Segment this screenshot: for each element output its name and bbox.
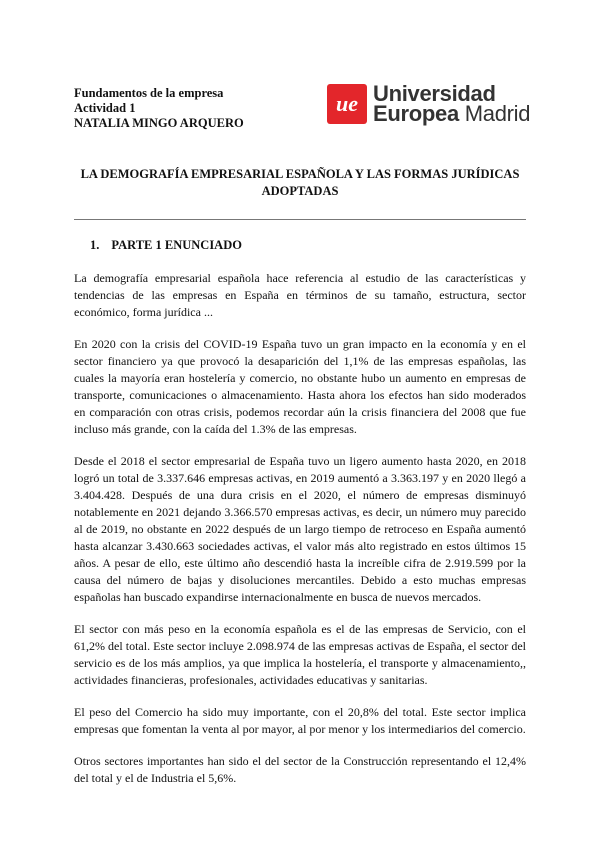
paragraph: En 2020 con la crisis del COVID-19 España tuvo un gran impacto en la economía y en el sector financiero ya que provocó la desaparición del 1,1% de las empresas españolas, las cuales la mayoría eran hostelería y comercio, no obstante hubo un aumento en empresas de transporte, comunicaciones o almacenamiento. Hasta ahora los efectos han sido moderados en comparación con otras crisis, podemos recordar aún la crisis financiera del 2008 que fue incluso más grande, con la caída del 1.3% de las empresas. (74, 337, 526, 436)
document-title: LA DEMOGRAFÍA EMPRESARIAL ESPAÑOLA Y LAS FORMAS JURÍDICAS ADOPTADAS (80, 167, 520, 198)
paragraph: Otros sectores importantes han sido el del sector de la Construcción representando el 12,4% del total y el de Industria el 5,6%. (74, 754, 526, 785)
document-body (74, 270, 526, 802)
university-logo (327, 81, 531, 126)
section-heading (90, 238, 242, 253)
paragraph: El peso del Comercio ha sido muy importante, con el 20,8% del total. Este sector implica empresas que fomentan la venta al por mayor, al por menor y los intermediarios del comercio. (74, 705, 526, 736)
activity-label: Actividad 1 (74, 101, 136, 115)
ue-logo-icon (327, 84, 367, 124)
logo-wordmark (373, 81, 531, 126)
section-number: 1. (90, 238, 100, 252)
paragraph: Desde el 2018 el sector empresarial de España tuvo un ligero aumento hasta 2020, en 2018 logró un total de 3.337.646 empresas activas, en 2019 aumentó a 3.363.197 y en 2020 llegó a 3.404.428. Después de una dura crisis en el 2020, el número de empresas disminuyó notablemente en 2021 dejando 3.366.570 empresas activas, es decir, un número muy parecido al de 2019, no obstante en 2022 después de un largo tiempo de retroceso en España aumentó hasta alcanzar 3.430.663 sociedades activas, el valor más alto registrado en estos últimos 15 años. A pesar de ello, este último año descendió hasta la increíble cifra de 2.919.599 por la causa del número de bajas y disoluciones mercantiles. Debido a esto muchas empresas españolas han buscado expandirse internacionalmente en busca de nuevos mercados. (74, 454, 526, 604)
ue-logo-text: ue (336, 91, 358, 116)
section-title: PARTE 1 ENUNCIADO (111, 238, 242, 252)
student-name: NATALIA MINGO ARQUERO (74, 116, 244, 130)
logo-line-1: Universidad (373, 81, 496, 106)
logo-line-2 (373, 101, 531, 126)
paragraph: El sector con más peso en la economía española es el de las empresas de Servicio, con el 61,2% del total. Este sector incluye 2.098.974 de las empresas activas de España, el sector del servicio es de los más amplios, ya que implica la hostelería, el transporte y almacenamiento,, actividades financieras, profesionales, actividades educativas y sanitarias. (74, 622, 526, 687)
document-header (74, 86, 244, 131)
course-name: Fundamentos de la empresa (74, 86, 224, 100)
horizontal-divider (74, 219, 526, 220)
paragraph: La demografía empresarial española hace referencia al estudio de las características y tendencias de las empresas en España en términos de su tamaño, estructura, sector económico, forma jurídica ... (74, 271, 526, 319)
logo-line-2-regular: Madrid (458, 101, 531, 126)
logo-line-2-bold: Europea (373, 101, 459, 126)
